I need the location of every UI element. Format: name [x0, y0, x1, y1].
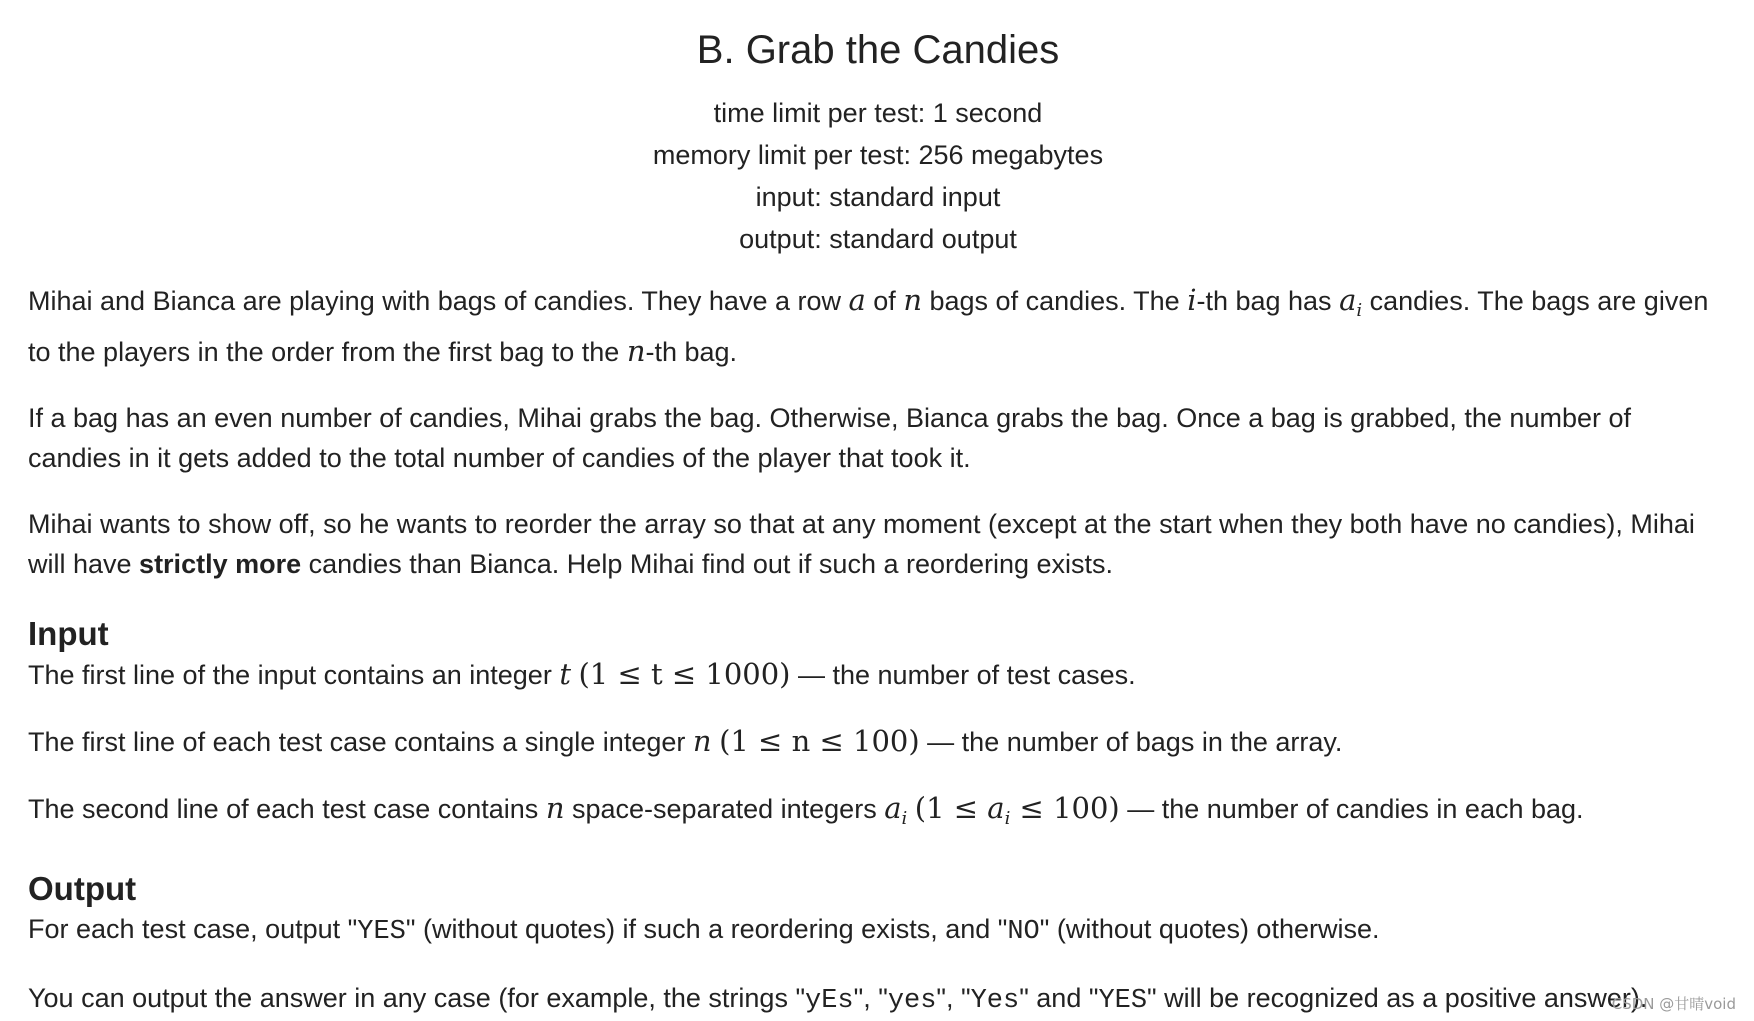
text: space-separated integers [564, 794, 885, 824]
statement-paragraph-2: If a bag has an even number of candies, Mihai grabs the bag. Otherwise, Bianca grabs the bag. Once a bag is grabbed, the number of candies in it gets added to the total number of candies of the player that took it. [28, 403, 1631, 473]
math-constraint: ≤ 100) [1010, 791, 1120, 825]
math-var: i [1187, 283, 1197, 317]
text: The first line of each test case contains a single integer [28, 727, 693, 757]
memory-limit: memory limit per test: 256 megabytes [652, 140, 1104, 170]
text: candies. The bags are given to the players in the order from the first bag to the [28, 286, 1709, 367]
time-limit: time limit per test: 1 second [713, 98, 1043, 128]
statement-paragraph-3 [28, 504, 1728, 584]
math-constraint: (1 ≤ n ≤ 100) [719, 724, 920, 758]
problem-statement [28, 0, 1728, 1021]
code-text: Yes [970, 986, 1020, 1016]
statement-paragraph-1 [28, 280, 1728, 372]
math-subscript: i [1004, 808, 1011, 829]
code-text: YES [1098, 986, 1148, 1016]
math-constraint: (1 ≤ t ≤ 1000) [578, 657, 791, 691]
text: " (without quotes) otherwise. [1039, 914, 1380, 944]
text: The first line of the input contains an integer [28, 660, 560, 690]
output-line-1 [28, 909, 1728, 952]
output-file: output: standard output [739, 224, 1017, 254]
input-line-2 [28, 721, 1728, 762]
text: The second line of each test case contains [28, 794, 546, 824]
text: " and " [1019, 983, 1099, 1013]
text: — the number of test cases. [790, 660, 1136, 690]
problem-title: B. Grab the Candies [696, 28, 1060, 72]
code-text: yEs [805, 986, 854, 1016]
code-text: NO [1007, 917, 1040, 947]
text: For each test case, output " [28, 914, 358, 944]
input-line-1 [28, 654, 1728, 695]
math-var: a [884, 791, 902, 825]
input-section-title: Input [28, 615, 109, 652]
text: candies than Bianca. Help Mihai find out if such a reordering exists. [301, 549, 1114, 579]
math-subscript: i [1356, 300, 1363, 321]
text: -th bag has [1196, 286, 1340, 316]
code-text: YES [357, 917, 406, 947]
math-var: n [626, 334, 646, 368]
math-constraint: (1 ≤ [914, 791, 988, 825]
math-var: t [559, 657, 571, 691]
emphasis: strictly more [139, 549, 302, 579]
text: -th bag. [645, 337, 738, 367]
input-line-3 [28, 788, 1728, 839]
code-text: yes [887, 986, 937, 1016]
problem-limits [28, 92, 1728, 260]
output-section-title: Output [28, 870, 137, 907]
math-subscript: i [901, 808, 908, 829]
input-file: input: standard input [755, 182, 1001, 212]
text: You can output the answer in any case (for example, the strings " [28, 983, 806, 1013]
watermark: CSDN @甘晴void [1611, 995, 1736, 1013]
math-var: a [848, 283, 866, 317]
text: " (without quotes) if such a reordering exists, and " [405, 914, 1008, 944]
text: ", " [853, 983, 888, 1013]
math-var: n [903, 283, 922, 317]
text: bags of candies. The [922, 286, 1188, 316]
text: Mihai wants to show off, so he wants to reorder the array so that at any moment (except at the start when they both have no candies), Mihai will have [28, 509, 1695, 579]
text: ", " [936, 983, 971, 1013]
text: " will be recognized as a positive answer). [1147, 983, 1648, 1013]
math-var: n [545, 791, 565, 825]
text: — the number of candies in each bag. [1119, 794, 1584, 824]
text: — the number of bags in the array. [919, 727, 1343, 757]
output-line-2 [28, 978, 1728, 1021]
text: of [865, 286, 904, 316]
text: Mihai and Bianca are playing with bags of candies. They have a row [28, 286, 849, 316]
math-var: a [987, 791, 1005, 825]
math-var: a [1339, 283, 1357, 317]
math-var: n [692, 724, 712, 758]
